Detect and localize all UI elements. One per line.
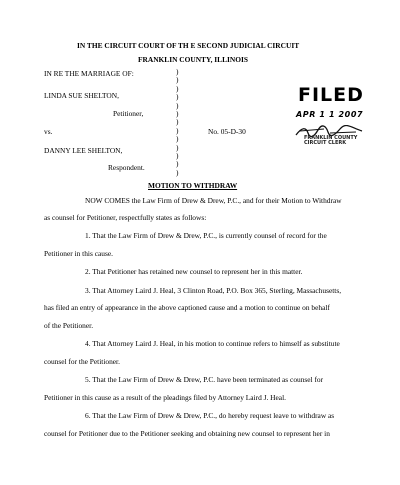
paragraph-3-line-1: 3. That Attorney Laird J. Heal, 3 Clinton Road, P.O. Box 365, Sterling, Massachusetts, <box>85 286 342 295</box>
caption-vs: vs. <box>44 127 53 136</box>
paragraph-6-line-1: 6. That the Law Firm of Drew & Drew, P.C., do hereby request leave to withdraw as <box>85 411 335 420</box>
paragraph-6-line-2: counsel for Petitioner due to the Petitioner seeking and obtaining new counsel to represent her in <box>44 429 330 438</box>
caption-respondent-role: Respondent. <box>108 163 145 172</box>
paragraph-5-line-2: Petitioner in this cause as a result of the pleadings filed by Attorney Laird J. Heal. <box>44 393 286 402</box>
intro-line-2: as counsel for Petitioner, respectfully states as follows: <box>44 213 207 222</box>
intro-line-1: NOW COMES the Law Firm of Drew & Drew, P.C., and for their Motion to Withdraw <box>85 196 342 205</box>
filed-stamp: FILED <box>298 84 364 106</box>
clerk-label-line1: FRANKLIN COUNTY <box>304 135 358 141</box>
caption-matter: IN RE THE MARRIAGE OF: <box>44 69 134 78</box>
caption-petitioner-role: Petitioner, <box>113 109 144 118</box>
filed-stamp-date: APR 1 1 2007 <box>296 110 364 119</box>
caption-respondent-name: DANNY LEE SHELTON, <box>44 146 123 155</box>
county-heading: FRANKLIN COUNTY, ILLINOIS <box>138 55 248 64</box>
paragraph-1-line-2: Petitioner in this cause. <box>44 249 113 258</box>
paragraph-3-line-2: has filed an entry of appearance in the above captioned cause and a motion to continue on behalf <box>44 303 330 312</box>
clerk-label <box>304 136 357 146</box>
paragraph-3-line-3: of the Petitioner. <box>44 321 94 330</box>
court-heading: IN THE CIRCUIT COURT OF TH E SECOND JUDICIAL CIRCUIT <box>77 41 300 50</box>
clerk-label-line2: CIRCUIT CLERK <box>304 140 347 146</box>
paragraph-4-line-1: 4. That Attorney Laird J. Heal, in his motion to continue refers to himself as substitute <box>85 339 340 348</box>
paragraph-2-line-1: 2. That Petitioner has retained new counsel to represent her in this matter. <box>85 267 303 276</box>
paragraph-1-line-1: 1. That the Law Firm of Drew & Drew, P.C., is currently counsel of record for the <box>85 231 327 240</box>
paragraph-5-line-1: 5. That the Law Firm of Drew & Drew, P.C. have been terminated as counsel for <box>85 375 324 384</box>
paragraph-4-line-2: counsel for the Petitioner. <box>44 357 120 366</box>
case-number: No. 05-D-30 <box>208 127 246 136</box>
motion-title: MOTION TO WITHDRAW <box>148 181 238 190</box>
caption-bracket: ) ) ) ) ) ) ) ) ) ) ) ) ) <box>176 67 179 177</box>
caption-petitioner-name: LINDA SUE SHELTON, <box>44 91 119 100</box>
